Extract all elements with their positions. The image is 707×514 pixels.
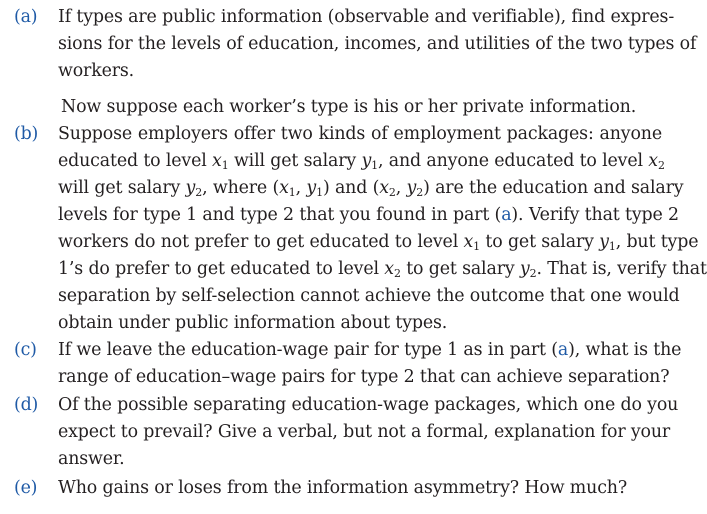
part-e-line-1: Who gains or loses from the information asymmetry? How much? — [58, 478, 628, 498]
part-b-line-3: will get salary $y_2$, where ($x_1$, $y_1$) and ($x_2$, $y_2$) are the education and salary — [58, 178, 684, 199]
part-b-line-6: 1’s do prefer to get educated to level $x_2$ to get salary $y_2$. That is, verify that — [58, 259, 707, 280]
part-d-line-3: answer. — [58, 449, 125, 469]
part-label-d: (d) — [14, 395, 39, 415]
part-d-line-1: Of the possible separating education-wage packages, which one do you — [58, 395, 679, 415]
part-b-line-7: separation by self-selection cannot achieve the outcome that one would — [58, 286, 680, 306]
note-line: Now suppose each worker’s type is his or her private information. — [61, 97, 637, 117]
part-label-c: (c) — [14, 340, 37, 360]
part-b-line-1: Suppose employers offer two kinds of employment packages: anyone — [58, 124, 662, 144]
part-a-line-1: If types are public information (observable and verifiable), find expres- — [58, 7, 675, 27]
part-c-line-1: If we leave the education-wage pair for type 1 as in part (a), what is the — [58, 340, 682, 360]
part-d-line-2: expect to prevail? Give a verbal, but not a formal, explanation for your — [58, 422, 671, 442]
part-a-line-3: workers. — [58, 61, 135, 81]
part-c-line-2: range of education–wage pairs for type 2 that can achieve separation? — [58, 367, 670, 387]
part-b-line-8: obtain under public information about types. — [58, 313, 448, 333]
part-b-line-2: educated to level $x_1$ will get salary $y_1$, and anyone educated to level $x_2$ — [58, 151, 665, 172]
part-label-e: (e) — [14, 478, 38, 498]
part-a-line-2: sions for the levels of education, incomes, and utilities of the two types of — [58, 34, 697, 54]
part-label-a: (a) — [14, 7, 38, 27]
part-b-line-5: workers do not prefer to get educated to level $x_1$ to get salary $y_1$, but type — [58, 232, 699, 253]
part-b-line-4: levels for type 1 and type 2 that you found in part (a). Verify that type 2 — [58, 205, 679, 225]
part-label-b: (b) — [14, 124, 39, 144]
